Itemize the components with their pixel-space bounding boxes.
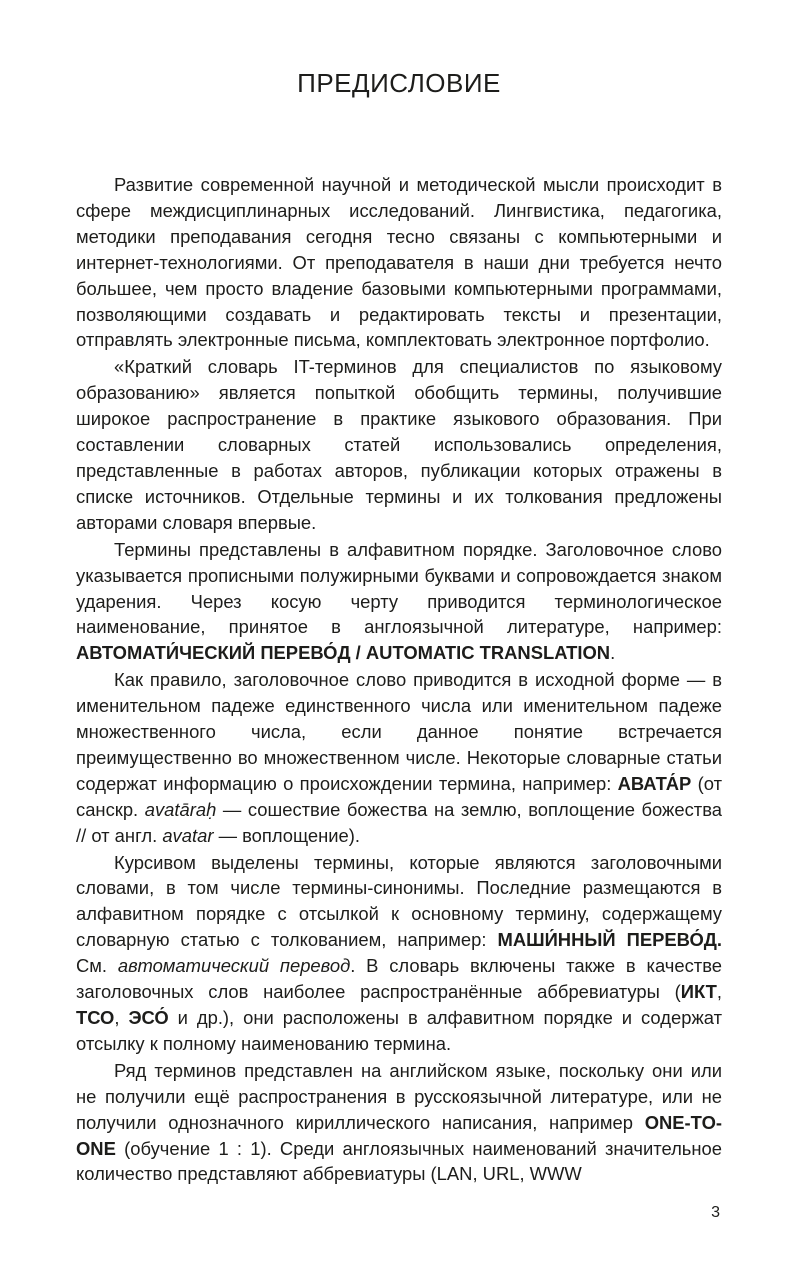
paragraph-text: . В словарь включены также в качестве заголовочных слов наиболее распространённые аббревиатуры ( [76, 955, 722, 1003]
paragraph-text: Развитие современной научной и методической мысли происходит в сфере междисциплинарных исследований. Лингвистика, педагогика, методики преподавания сегодня тесно связаны с компьютерными и интернет-технологиями. От преподавателя в наши дни требуется нечто большее, чем просто владение базовыми компьютерными программами, позволяющими создавать и редактировать тексты и презентации, отправлять электронные письма, комплектовать электронное портфолио. [76, 174, 722, 351]
paragraph-text: Курсивом выделены термины, которые являются заголовочными словами, в том числе термины-синонимы. Последние размещаются в алфавитном порядке с отсылкой к основному термину, содержащему словарную статью с толкованием, например: [76, 851, 722, 951]
paragraph-text: (от санскр. [76, 772, 722, 820]
reference-italic: автоматический перевод [117, 955, 351, 977]
paragraph-text: (обучение 1 : 1). Среди англоязычных наименований значительное количество представляют аббревиатуры (LAN, URL, WWW [76, 1137, 722, 1185]
paragraph-text: Как правило, заголовочное слово приводится в исходной форме — в именительном падеже единственного числа или именительном падеже множественного числа, если данное понятие встречается преимущественно во множественном числе. Некоторые словарные статьи содержат информацию о происхождении термина, например: [76, 669, 722, 794]
etymology-italic: avatāraḥ [144, 798, 217, 820]
page-number: 3 [711, 1204, 720, 1221]
paragraph-text: «Краткий словарь IT-терминов для специалистов по языковому образованию» является попыткой обобщить термины, получившие широкое распространение в практике языкового образования. При составлении словарных статей использовались определения, представленные в работах авторов, публикации которых отражены в списке источников. Отдельные термины и их толкования предложены авторами словаря впервые. [76, 356, 722, 533]
paragraph-5 [76, 850, 722, 1057]
paragraph-6 [76, 1058, 722, 1188]
abbreviation: ЭСО́ [128, 1007, 169, 1028]
headword-example: ONE-TO-ONE [76, 1111, 722, 1159]
paragraph-4 [76, 667, 722, 848]
paragraph-text: Ряд терминов представлен на английском языке, поскольку они или не получили ещё распространения в русскоязычной литературе, или не получили однозначного кириллического написания, например [76, 1059, 722, 1133]
paragraph-text: Термины представлены в алфавитном порядке. Заголовочное слово указывается прописными полужирными буквами и сопровождается знаком ударения. Через косую черту приводится терминологическое наименование, принятое в англоязычной литературе, например: [76, 538, 722, 638]
separator: , [716, 981, 722, 1003]
abbreviation: ТСО [76, 1007, 115, 1028]
paragraph-2 [76, 354, 722, 535]
abbreviation: ИКТ [680, 981, 717, 1003]
paragraph-1 [76, 172, 722, 353]
preface-text [76, 172, 722, 1187]
paragraph-text: . [610, 642, 616, 664]
etymology-italic: avatar [162, 824, 214, 846]
headword-example: МАШИ́ННЫЙ ПЕРЕВО́Д. [497, 929, 722, 951]
page-title: ПРЕДИСЛОВИЕ [297, 68, 501, 98]
paragraph-text: — сошествие божества на землю, воплощение божества // от англ. [76, 798, 722, 846]
paragraph-3 [76, 537, 722, 667]
paragraph-text: и др.), они расположены в алфавитном порядке и содержат отсылку к полному наименованию термина. [76, 1007, 722, 1054]
headword-example: АВТОМАТИ́ЧЕСКИЙ ПЕРЕВО́Д / AUTOMATIC TRANSLATION [76, 642, 611, 664]
paragraph-text: См. [76, 955, 118, 977]
headword-example: АВАТА́Р [617, 772, 692, 794]
separator: , [114, 1007, 129, 1028]
paragraph-text: — воплощение). [213, 824, 361, 846]
